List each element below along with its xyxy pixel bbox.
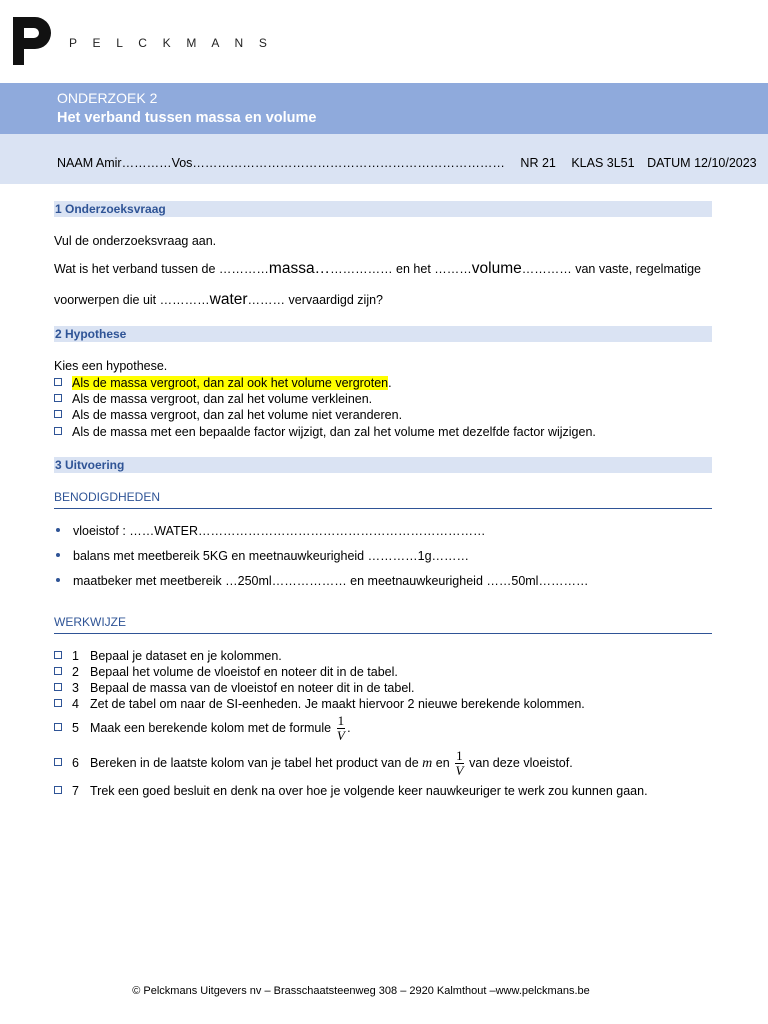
step-text: Bepaal de massa van de vloeistof en noteer dit in de tabel.: [90, 681, 415, 695]
page-footer: © Pelckmans Uitgevers nv – Brasschaatsteenweg 308 – 2920 Kalmthout –www.pelckmans.be: [132, 985, 590, 997]
hypothesis-option[interactable]: [54, 376, 392, 390]
material-text: balans met meetbereik 5KG en meetnauwkeurigheid …………1g………: [73, 549, 470, 563]
step-item[interactable]: [54, 649, 282, 663]
research-question-line2: [54, 291, 383, 309]
checkbox-icon[interactable]: [54, 651, 62, 659]
bullet-icon: [56, 578, 60, 582]
fraction-numerator: 1: [456, 748, 463, 763]
hypothesis-label: Als de massa met een bepaalde factor wijzigt, dan zal het volume met dezelfde factor wijzigen.: [72, 425, 596, 439]
nr-field: NR 21: [520, 156, 556, 170]
hypothesis-label: Als de massa vergroot, dan zal het volume verkleinen.: [72, 392, 373, 406]
section-heading-onderzoeksvraag: 1 Onderzoeksvraag: [54, 201, 712, 217]
step-item[interactable]: [54, 665, 398, 679]
hypothesis-option[interactable]: [54, 408, 402, 422]
question-text: Wat is het verband tussen de …………: [54, 262, 269, 276]
material-item: [54, 524, 486, 538]
datum-field: DATUM 12/10/2023: [647, 156, 757, 170]
checkbox-icon[interactable]: [54, 786, 62, 794]
checkbox-icon[interactable]: [54, 427, 62, 435]
step-item[interactable]: [54, 714, 351, 743]
research-question-line1: [54, 260, 701, 278]
material-item: [54, 574, 588, 588]
hypothesis-label-selected: Als de massa vergroot, dan zal ook het volume vergroten: [72, 376, 389, 390]
section-heading-hypothese: 2 Hypothese: [54, 326, 712, 342]
student-info-row: [57, 156, 757, 170]
step-text: en: [435, 755, 450, 770]
hypothesis-label: Als de massa vergroot, dan zal het volume niet veranderen.: [72, 408, 403, 422]
subheading-benodigdheden: BENODIGDHEDEN: [54, 490, 712, 509]
fraction-one-over-v: [455, 749, 464, 778]
step-text: Bepaal je dataset en je kolommen.: [90, 649, 282, 663]
step-text: Bereken in de laatste kolom van je tabel het product van de: [90, 755, 419, 770]
step-item[interactable]: [54, 697, 585, 711]
step-text: Maak een berekende kolom met de formule: [90, 720, 332, 735]
checkbox-icon[interactable]: [54, 378, 62, 386]
punctuation: .: [388, 376, 392, 390]
checkbox-icon[interactable]: [54, 667, 62, 675]
section-heading-uitvoering: 3 Uitvoering: [54, 457, 712, 473]
fraction-denominator: V: [336, 728, 345, 743]
fraction-numerator: 1: [337, 713, 345, 728]
checkbox-icon[interactable]: [54, 723, 62, 731]
step-number: 2: [72, 665, 79, 679]
step-item[interactable]: [54, 681, 415, 695]
checkbox-icon[interactable]: [54, 410, 62, 418]
material-text: vloeistof : ……WATER……………………………………………………………: [73, 524, 486, 538]
checkbox-icon[interactable]: [54, 394, 62, 402]
fill-water: water: [209, 291, 248, 308]
bullet-icon: [56, 528, 60, 532]
math-variable-m: m: [422, 755, 433, 771]
hypothesis-option[interactable]: [54, 392, 372, 406]
page-kicker: ONDERZOEK 2: [57, 90, 158, 106]
material-text: maatbeker met meetbereik …250ml……………… en meetnauwkeurigheid ……50ml…………: [73, 574, 589, 588]
step-number: 7: [72, 784, 79, 798]
step-number: 4: [72, 697, 79, 711]
step-text: van deze vloeistof.: [469, 755, 573, 770]
subheading-werkwijze: WERKWIJZE: [54, 615, 712, 634]
brand-name: P E L C K M A N S: [69, 36, 274, 50]
checkbox-icon[interactable]: [54, 683, 62, 691]
step-text: Zet de tabel om naar de SI-eenheden. Je maakt hiervoor 2 nieuwe berekende kolommen.: [90, 697, 585, 711]
bullet-icon: [56, 553, 60, 557]
checkbox-icon[interactable]: [54, 699, 62, 707]
step-number: 5: [72, 720, 79, 735]
instruction-text: Vul de onderzoeksvraag aan.: [54, 234, 217, 248]
instruction-text: Kies een hypothese.: [54, 359, 168, 373]
step-number: 6: [72, 755, 79, 770]
fraction-denominator: V: [455, 763, 464, 778]
page-title: Het verband tussen massa en volume: [57, 110, 317, 126]
fill-volume: volume: [471, 260, 522, 277]
fraction-one-over-v: [337, 714, 346, 743]
material-item: [54, 549, 469, 563]
question-text: ……… vervaardigd zijn?: [247, 293, 383, 307]
question-text: …………… en het ………: [330, 262, 472, 276]
fill-massa: massa…: [268, 260, 331, 277]
question-text: voorwerpen die uit …………: [54, 293, 210, 307]
klas-field: KLAS 3L51: [571, 156, 635, 170]
question-text: ………… van vaste, regelmatige: [521, 262, 701, 276]
step-item[interactable]: [54, 749, 573, 778]
pelckmans-logo-icon: [13, 17, 53, 65]
step-number: 3: [72, 681, 79, 695]
step-text: Trek een goed besluit en denk na over hoe je volgende keer nauwkeuriger te werk zou kunnen gaan.: [90, 784, 648, 798]
punctuation: .: [347, 720, 351, 735]
hypothesis-option[interactable]: [54, 425, 596, 439]
step-text: Bepaal het volume de vloeistof en noteer dit in de tabel.: [90, 665, 398, 679]
step-number: 1: [72, 649, 79, 663]
name-field: NAAM Amir…………Vos…………………………………………………………………: [57, 156, 505, 170]
checkbox-icon[interactable]: [54, 758, 62, 766]
step-item[interactable]: [54, 784, 648, 798]
